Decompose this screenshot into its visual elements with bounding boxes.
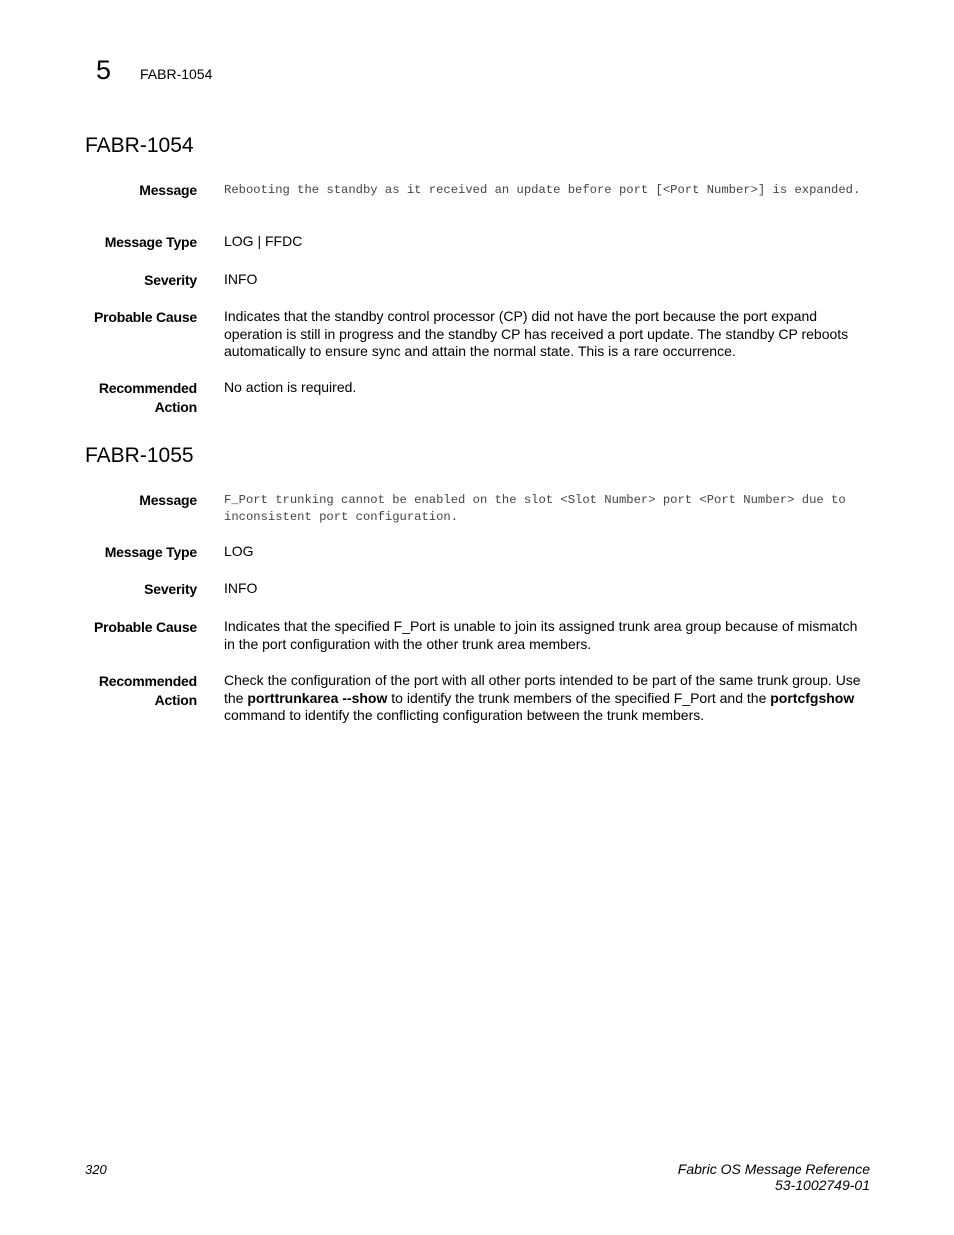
message-type-value: LOG | FFDC — [224, 233, 303, 249]
footer-doc-number: 53-1002749-01 — [775, 1177, 870, 1193]
message-text: F_Port trunking cannot be enabled on the slot <Slot Number> port <Port Number> due to inconsistent port configuration. — [224, 493, 846, 524]
recommended-action-label — [60, 379, 197, 417]
recommended-label-line1: Recommended — [98, 380, 197, 396]
recommended-label-line2: Action — [154, 399, 197, 415]
severity-value: INFO — [224, 580, 258, 596]
probable-cause-label: Probable Cause — [93, 619, 197, 635]
section-title: FABR-1055 — [85, 444, 194, 467]
recommended-action-part1: Check the configuration of the port with all other ports intended to be part of the same trunk group. Use the — [224, 672, 861, 706]
message-label: Message — [139, 492, 197, 508]
recommended-action-part2: to identify the trunk members of the specified F_Port and the — [387, 689, 771, 706]
chapter-number: 5 — [96, 55, 112, 85]
command-portcfgshow: portcfgshow — [770, 689, 855, 706]
footer-doc-title: Fabric OS Message Reference — [677, 1161, 870, 1177]
command-porttrunkarea-show: porttrunkarea --show — [247, 689, 388, 706]
recommended-action-part3: command to identify the conflicting configuration between the trunk members. — [224, 707, 705, 723]
recommended-label-line2: Action — [154, 692, 197, 708]
recommended-action-text: No action is required. — [224, 379, 357, 395]
section-title: FABR-1054 — [85, 134, 194, 157]
message-type-label: Message Type — [104, 234, 197, 250]
message-label: Message — [139, 182, 197, 198]
message-text: Rebooting the standby as it received an update before port [<Port Number>] is expanded. — [224, 183, 861, 197]
probable-cause-label: Probable Cause — [93, 309, 197, 325]
footer-page-number: 320 — [85, 1162, 107, 1177]
probable-cause-text: Indicates that the standby control processor (CP) did not have the port because the port expand operation is still in progress and the standby CP has received a port update. The standby CP reboots automatically to ensure sync and attain the normal state. This is a rare occurrence. — [224, 308, 849, 359]
footer-document-reference — [678, 1161, 870, 1193]
running-header-title: FABR-1054 — [140, 66, 213, 82]
severity-label: Severity — [144, 581, 197, 597]
recommended-action-text — [224, 672, 870, 725]
recommended-label-line1: Recommended — [98, 673, 197, 689]
severity-value: INFO — [224, 271, 258, 287]
message-type-value: LOG — [224, 543, 254, 559]
probable-cause-text: Indicates that the specified F_Port is unable to join its assigned trunk area group because of mismatch in the port configuration with the other trunk area members. — [224, 618, 858, 652]
severity-label: Severity — [144, 272, 197, 288]
message-type-label: Message Type — [104, 544, 197, 560]
recommended-action-label — [60, 672, 197, 710]
